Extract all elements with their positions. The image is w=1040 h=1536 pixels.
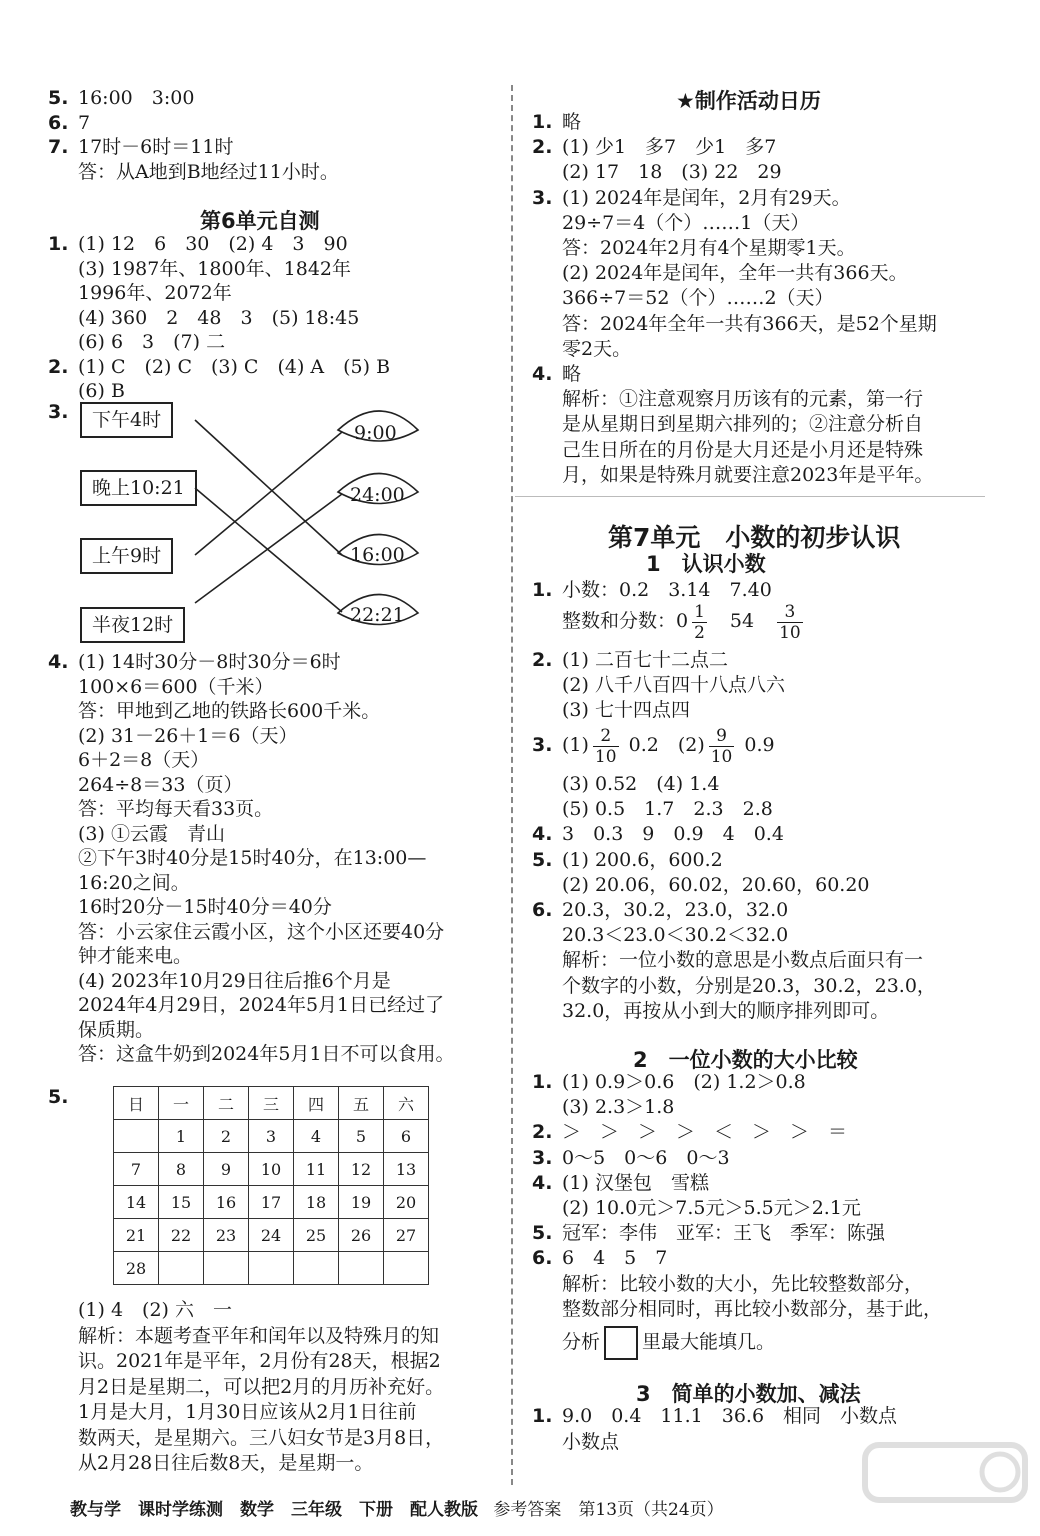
section-separator (515, 496, 985, 497)
answer-line (532, 1070, 806, 1094)
answer-text: 答：小云家住云霞小区，这个小区还要40分 (78, 920, 445, 943)
answer-text: (3) 0.52 (4) 1.4 (562, 773, 720, 795)
answer-text: 小数：0.2 3.14 7.40 (562, 579, 772, 601)
calendar-cell: 10 (249, 1153, 294, 1186)
answer-line (562, 598, 807, 644)
answer-text: 6＋2＝8（天） (78, 749, 210, 771)
calendar-cell: 二 (204, 1087, 249, 1120)
answer-text: (1) 2024年是闰年，2月有29天。 (562, 186, 851, 209)
calendar-cell (339, 1252, 384, 1285)
answer-text: 17时－6时＝11时 (78, 136, 234, 158)
watermark-logo (860, 1440, 1030, 1530)
answer-text: (6) B (78, 380, 125, 402)
calendar-cell (294, 1252, 339, 1285)
answer-text: 29÷7＝4（个）……1（天） (562, 211, 810, 234)
answer-text: (1) (562, 734, 589, 756)
answer-text: 1996年、2072年 (78, 282, 232, 304)
section-title: 1 认识小数 (646, 552, 766, 576)
question-number: 1. (48, 233, 69, 255)
answer-line (532, 1171, 709, 1195)
calendar-cell: 23 (204, 1219, 249, 1252)
calendar-cell: 5 (339, 1120, 384, 1153)
answer-text: 略 (562, 363, 582, 385)
page-footer (70, 1495, 724, 1520)
unit-title: 第7单元 小数的初步认识 (608, 523, 901, 552)
answer-text: 32.0，再按从小到大的顺序排列即可。 (562, 999, 890, 1022)
calendar-cell: 一 (159, 1087, 204, 1120)
calendar-cell: 22 (159, 1219, 204, 1252)
answer-line (532, 1221, 886, 1245)
answer-text: 月2日是星期二，可以把2月的月历补充好。 (78, 1375, 445, 1398)
calendar-cell: 26 (339, 1219, 384, 1252)
question-number: 1. (532, 1405, 553, 1427)
answer-text: 1月是大月，1月30日应该从2月1日往前 (78, 1401, 417, 1423)
answer-text: 答：甲地到乙地的铁路长600千米。 (78, 700, 381, 722)
answer-text: (1) 200.6，600.2 (562, 848, 723, 871)
question-number: 3. (532, 1146, 553, 1169)
calendar-cell: 3 (249, 1120, 294, 1153)
calendar-cell: 四 (294, 1087, 339, 1120)
answer-text: 54 (710, 610, 774, 632)
time-box-3: 上午9时 (80, 538, 173, 574)
question-number: 2. (532, 1121, 553, 1144)
answer-text: 答：这盒牛奶到2024年5月1日不可以食用。 (78, 1043, 455, 1065)
answer-text: (4) 360 2 48 3 (5) 18:45 (78, 306, 360, 329)
answer-text: 个数字的小数，分别是20.3，30.2，23.0， (562, 974, 936, 997)
calendar-cell: 五 (339, 1087, 384, 1120)
time-box-1: 下午4时 (80, 402, 173, 438)
answer-text: (1) 0.9＞0.6 (2) 1.2＞0.8 (562, 1071, 806, 1093)
matching-lines (0, 0, 520, 660)
answer-text: 数两天，是星期六。三八妇女节是3月8日， (78, 1426, 445, 1449)
calendar-cell: 日 (114, 1087, 159, 1120)
answer-line (532, 648, 728, 672)
answer-line (532, 186, 851, 210)
answer-text: 冠军：李伟 亚军：王飞 季军：陈强 (562, 1222, 886, 1245)
calendar-cell: 6 (384, 1120, 429, 1153)
answer-text: (1) 二百七十二点二 (562, 649, 728, 671)
answer-text: (2) 17 18 (3) 22 29 (562, 161, 782, 184)
answer-text: (1) 少1 多7 少1 多7 (562, 136, 777, 159)
answer-text: 20.3，30.2，23.0，32.0 (562, 899, 789, 921)
question-number: 5. (48, 87, 69, 109)
answer-text: 100×6＝600（千米） (78, 675, 274, 698)
section-title: 第6单元自测 (200, 209, 320, 233)
answer-text: 20.3＜23.0＜30.2＜32.0 (562, 924, 789, 947)
calendar-cell: 11 (294, 1153, 339, 1186)
calendar-row (114, 1153, 429, 1186)
answer-text: 答：2024年2月有4个星期零1天。 (562, 237, 856, 259)
calendar-cell: 12 (339, 1153, 384, 1186)
fraction: $\frac{2}{10}$ (594, 725, 617, 767)
calendar-row (114, 1120, 429, 1153)
calendar-row (114, 1252, 429, 1285)
answer-text: (3) 2.3＞1.8 (562, 1096, 675, 1119)
question-number: 2. (532, 136, 553, 159)
answer-text: 366÷7＝52（个）……2（天） (562, 287, 834, 310)
question-number: 3. (532, 186, 553, 209)
calendar-cell: 14 (114, 1186, 159, 1219)
calendar-cell: 17 (249, 1186, 294, 1219)
answer-text: 264÷8＝33（页） (78, 773, 243, 796)
time-box-4: 半夜12时 (80, 607, 185, 643)
question-number: 3. (532, 734, 553, 756)
calendar-cell: 28 (114, 1252, 159, 1285)
section-title: ★制作活动日历 (676, 89, 821, 113)
answer-line (532, 110, 582, 134)
clock-face-2: 24:00 (350, 484, 405, 506)
answer-text: (3) ①云霞 青山 (78, 822, 225, 845)
calendar-cell: 2 (204, 1120, 249, 1153)
question-number: 4. (48, 651, 69, 673)
answer-text: 0.2 (2) (622, 734, 705, 756)
answer-text: (1) 14时30分－8时30分＝6时 (78, 651, 341, 673)
question-number: 4. (532, 1171, 553, 1194)
answer-line (562, 1325, 775, 1360)
question-number: 6. (532, 1247, 553, 1270)
book-title: 教与学 课时学练测 数学 三年级 下册 配人教版 (70, 1500, 478, 1520)
answer-line (532, 1120, 848, 1144)
answer-text: (2) 31－26＋1＝6（天） (78, 724, 298, 747)
answer-text: 保质期。 (78, 1018, 155, 1041)
answer-text (562, 722, 775, 768)
time-box-2: 晚上10:21 (80, 470, 197, 506)
calendar-cell (204, 1252, 249, 1285)
answer-text: 里最大能填几。 (642, 1331, 776, 1353)
answer-text: (2) 10.0元＞7.5元＞5.5元＞2.1元 (562, 1197, 861, 1219)
answer-text: 从2月28日往后数8天，是星期一。 (78, 1452, 374, 1474)
answer-text: (3) 七十四点四 (562, 699, 690, 721)
question-number: 3. (48, 401, 69, 423)
answer-line (532, 135, 777, 159)
calendar-cell: 15 (159, 1186, 204, 1219)
answer-line (532, 1146, 730, 1170)
fraction: $\frac{9}{10}$ (710, 725, 733, 767)
answer-text: 整数和分数：0 (562, 610, 689, 632)
calendar-cell: 24 (249, 1219, 294, 1252)
question-number: 5. (532, 1222, 553, 1245)
answer-text: 分析 (562, 1331, 601, 1353)
calendar-cell (159, 1252, 204, 1285)
blank-box (604, 1326, 638, 1360)
calendar-cell: 25 (294, 1219, 339, 1252)
answer-line (532, 848, 723, 872)
answer-line (532, 722, 775, 768)
answer-text: (1) 12 6 30 (2) 4 3 90 (78, 233, 348, 255)
answer-text: 是从星期日到星期六排列的；②注意分析自 (562, 413, 924, 436)
calendar-row (114, 1186, 429, 1219)
calendar-cell (249, 1252, 294, 1285)
answer-line (532, 578, 772, 602)
answer-text: (2) 八千八百四十八点八六 (562, 674, 785, 696)
answer-text: 答：2024年全年一共有366天，是52个星期 (562, 312, 937, 335)
answer-text: 略 (562, 111, 582, 133)
answer-text: 解析：比较小数的大小，先比较整数部分， (562, 1272, 924, 1295)
answer-text: (2) 2024年是闰年，全年一共有366天。 (562, 262, 908, 285)
calendar-table (113, 1086, 429, 1285)
answer-text: 16:00 3:00 (78, 87, 195, 109)
calendar-cell: 7 (114, 1153, 159, 1186)
clock-face-1: 9:00 (354, 422, 397, 444)
answer-line (532, 362, 582, 386)
clock-face-4: 22:21 (350, 604, 405, 626)
answer-text: 9.0 0.4 11.1 36.6 相同 小数点 (562, 1405, 898, 1427)
calendar-row (114, 1219, 429, 1252)
calendar-cell: 27 (384, 1219, 429, 1252)
answer-line (532, 1404, 898, 1428)
answer-text: 钟才能来电。 (78, 945, 193, 967)
answer-text: 解析：①注意观察月历该有的元素，第一行 (562, 388, 924, 411)
calendar-cell: 六 (384, 1087, 429, 1120)
question-number: 1. (532, 111, 553, 133)
page-number: 参考答案 第13页（共24页） (493, 1500, 724, 1520)
answer-text: (1) C (2) C (3) C (4) A (5) B (78, 355, 391, 378)
calendar-cell: 20 (384, 1186, 429, 1219)
calendar-cell (114, 1120, 159, 1153)
fraction: $\frac{3}{10}$ (779, 601, 801, 643)
answer-text: (2) 20.06，60.02，20.60，60.20 (562, 873, 870, 896)
answer-line (532, 822, 784, 846)
calendar-cell (384, 1252, 429, 1285)
answer-text: 16时20分－15时40分＝40分 (78, 896, 332, 918)
calendar-cell: 21 (114, 1219, 159, 1252)
answer-text: ＞ ＞ ＞ ＞ ＜ ＞ ＞ ＝ (562, 1121, 848, 1144)
clock-face-3: 16:00 (350, 544, 405, 566)
calendar-header-row (114, 1087, 429, 1120)
answer-line (532, 898, 789, 922)
answer-text: 零2天。 (562, 337, 632, 360)
calendar-cell: 19 (339, 1186, 384, 1219)
question-number: 2. (48, 355, 69, 378)
answer-text: (3) 1987年、1800年、1842年 (78, 257, 352, 280)
answer-text: (5) 0.5 1.7 2.3 2.8 (562, 798, 773, 821)
calendar-cell: 4 (294, 1120, 339, 1153)
answer-text: 识。2021年是平年，2月份有28天，根据2 (78, 1350, 441, 1372)
answer-text: 解析：一位小数的意思是小数点后面只有一 (562, 949, 924, 972)
calendar-cell: 1 (159, 1120, 204, 1153)
answer-text: 答：平均每天看33页。 (78, 798, 274, 820)
answer-text: 小数点 (562, 1430, 620, 1453)
answer-text: (4) 2023年10月29日往后推6个月是 (78, 969, 391, 992)
question-number: 5. (532, 848, 553, 871)
answer-text: 答：从A地到B地经过11小时。 (78, 160, 339, 183)
question-number: 6. (48, 111, 69, 134)
question-number: 4. (532, 823, 553, 846)
calendar-cell: 8 (159, 1153, 204, 1186)
answer-text: 3 0.3 9 0.9 4 0.4 (562, 823, 784, 846)
question-number: 1. (532, 579, 553, 601)
answer-text: 0.9 (738, 734, 775, 756)
answer-text: 0～5 0～6 0～3 (562, 1146, 730, 1169)
section-title: 2 一位小数的大小比较 (633, 1048, 858, 1072)
question-number: 4. (532, 363, 553, 385)
answer-text: 解析：本题考查平年和闰年以及特殊月的知 (78, 1324, 440, 1347)
answer-text: 2024年4月29日，2024年5月1日已经过了 (78, 994, 445, 1016)
question-number: 7. (48, 136, 69, 158)
answer-text: 16:20之间。 (78, 871, 190, 894)
calendar-cell: 13 (384, 1153, 429, 1186)
question-number: 5. (48, 1086, 69, 1108)
answer-text: (6) 6 3 (7) 二 (78, 331, 226, 353)
answer-text: 己生日所在的月份是大月还是小月还是特殊 (562, 438, 924, 461)
answer-text: 6 4 5 7 (562, 1247, 668, 1270)
calendar-cell: 18 (294, 1186, 339, 1219)
answer-text: (1) 4 (2) 六 一 (78, 1299, 232, 1321)
calendar-cell: 三 (249, 1087, 294, 1120)
answer-text: (1) 汉堡包 雪糕 (562, 1171, 709, 1194)
answer-text: ②下午3时40分是15时40分，在13:00— (78, 847, 427, 869)
answer-text: 7 (78, 111, 91, 134)
fraction: $\frac{1}{2}$ (694, 601, 705, 643)
section-title: 3 简单的小数加、减法 (636, 1382, 861, 1406)
answer-line (532, 1246, 668, 1270)
question-number: 2. (532, 649, 553, 671)
calendar-cell: 9 (204, 1153, 249, 1186)
question-number: 6. (532, 899, 553, 921)
answer-text: 月，如果是特殊月就要注意2023年是平年。 (562, 463, 934, 486)
question-number: 1. (532, 1071, 553, 1093)
answer-text: 整数部分相同时，再比较小数部分，基于此， (562, 1297, 943, 1320)
calendar-cell: 16 (204, 1186, 249, 1219)
